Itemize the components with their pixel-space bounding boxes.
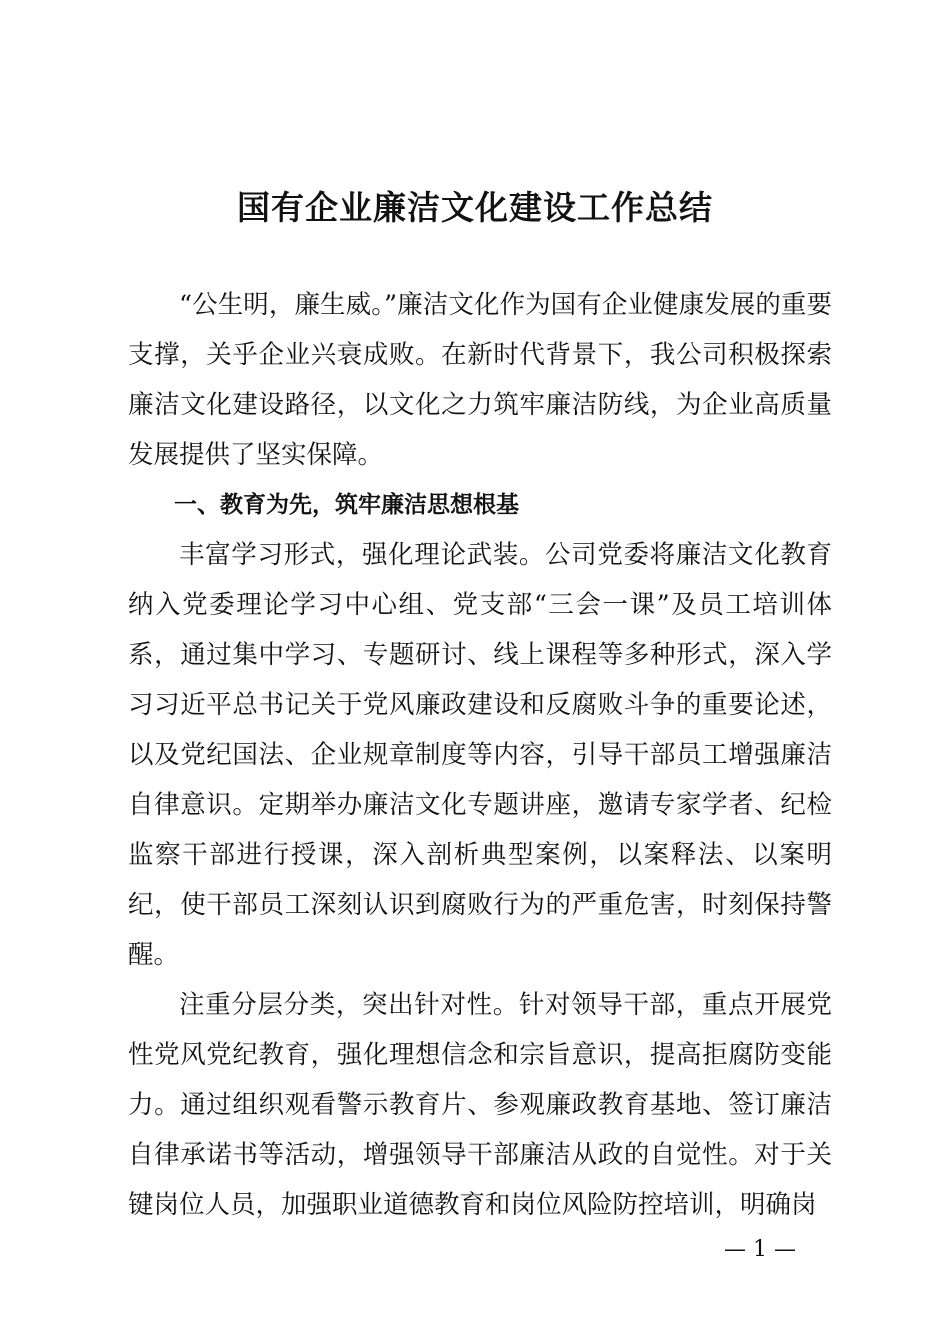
section-heading: 一、教育为先，筑牢廉洁思想根基: [174, 492, 519, 518]
document-title: 国有企业廉洁文化建设工作总结: [237, 188, 713, 227]
document-body: [128, 280, 832, 1230]
intro-paragraph: “公生明，廉生威。”廉洁文化作为国有企业健康发展的重要支撑，关乎企业兴衰成败。在新时代背景下，我公司积极探索廉洁文化建设路径，以文化之力筑牢廉洁防线，为企业高质量发展提供了坚实保障。: [128, 290, 832, 470]
section-paragraph: 丰富学习形式，强化理论武装。公司党委将廉洁文化教育纳入党委理论学习中心组、党支部“三会一课”及员工培训体系，通过集中学习、专题研讨、线上课程等多种形式，深入学习习近平总书记关于党风廉政建设和反腐败斗争的重要论述，以及党纪国法、企业规章制度等内容，引导干部员工增强廉洁自律意识。定期举办廉洁文化专题讲座，邀请专家学者、纪检监察干部进行授课，深入剖析典型案例，以案释法、以案明纪，使干部员工深刻认识到腐败行为的严重危害，时刻保持警醒。: [128, 540, 832, 970]
section-paragraph: 注重分层分类，突出针对性。针对领导干部，重点开展党性党风党纪教育，强化理想信念和宗旨意识，提高拒腐防变能力。通过组织观看警示教育片、参观廉政教育基地、签订廉洁自律承诺书等活动，增强领导干部廉洁从政的自觉性。对于关键岗位人员，加强职业道德教育和岗位风险防控培训，明确岗: [128, 990, 832, 1220]
page-number: — 1 —: [724, 1237, 796, 1262]
